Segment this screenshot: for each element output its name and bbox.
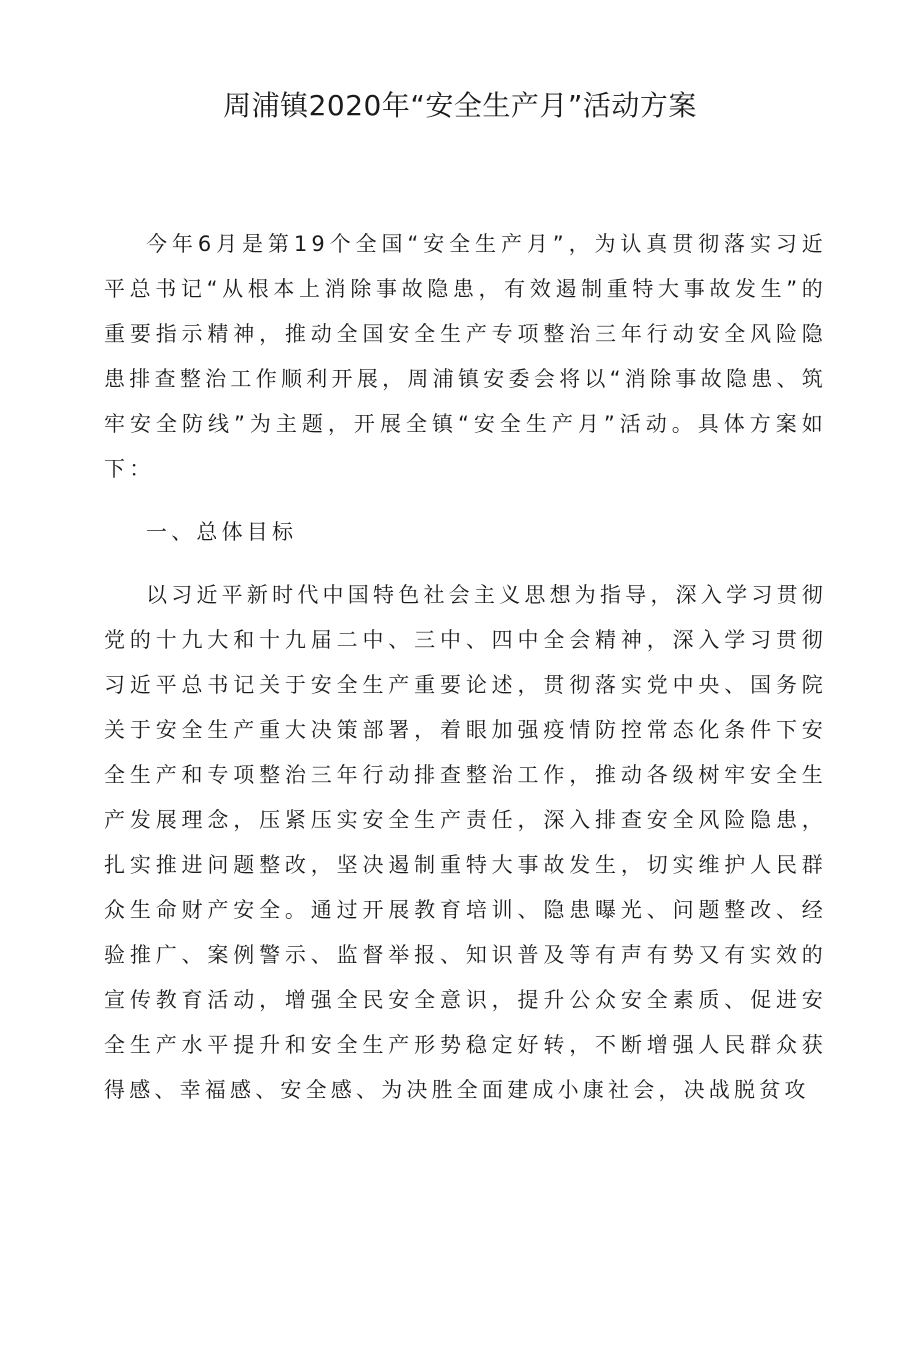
section-body-overall-goal: 以习近平新时代中国特色社会主义思想为指导，深入学习贯彻党的十九大和十九届二中、三中、四中全会精神，深入学习贯彻习近平总书记关于安全生产重要论述，贯彻落实党中央、国务院关于安全生产重大决策部署，着眼加强疫情防控常态化条件下安全生产和专项整治三年行动排查整治工作，推动各级树牢安全生产发展理念，压紧压实安全生产责任，深入排查安全风险隐患，扎实推进问题整改，坚决遏制重特大事故发生，切实维护人民群众生命财产安全。通过开展教育培训、隐患曝光、问题整改、经验推广、案例警示、监督举报、知识普及等有声有势又有实效的宣传教育活动，增强全民安全意识，提升公众安全素质、促进安全生产水平提升和安全生产形势稳定好转，不断增强人民群众获得感、幸福感、安全感、为决胜全面建成小康社会，决战脱贫攻: [104, 583, 827, 1102]
intro-paragraph: 今年6月是第19个全国“安全生产月”，为认真贯彻落实习近平总书记“从根本上消除事故隐患，有效遏制重特大事故发生”的重要指示精神，推动全国安全生产专项整治三年行动安全风险隐患排查整治工作顺利开展，周浦镇安委会将以“消除事故隐患、筑牢安全防线”为主题，开展全镇“安全生产月”活动。具体方案如下：: [104, 232, 827, 481]
section-heading-overall-goal: 一、总体目标: [146, 520, 298, 544]
document-title: 周浦镇2020年“安全生产月”活动方案: [223, 89, 697, 122]
document-body: [104, 222, 827, 1113]
